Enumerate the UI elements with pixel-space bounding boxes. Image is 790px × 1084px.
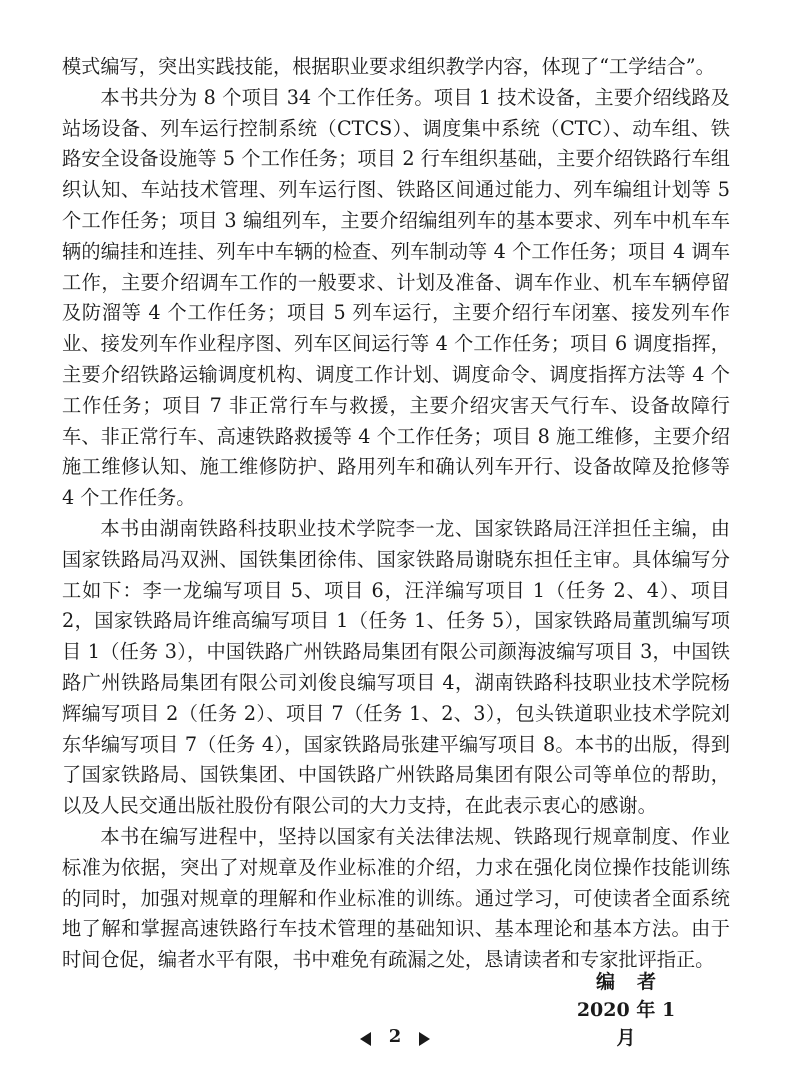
preface-body: [62, 52, 730, 976]
signature-date: 2020 年 1 月: [576, 999, 676, 1049]
paragraph-authors: 本书由湖南铁路科技职业技术学院李一龙、国家铁路局汪洋担任主编，由国家铁路局冯双洲、国铁集团徐伟、国家铁路局谢晓东担任主审。具体编写分工如下：李一龙编写项目 5、项目 6，汪洋编写项目 1（任务 2、4）、项目 2，国家铁路局许维高编写项目 1（任务 1、任务 5），国家铁路局董凯编写项目 1（任务 3），中国铁路广州铁路局集团有限公司颜海波编写项目 3，中国铁路广州铁路局集团有限公司刘俊良编写项目 4，湖南铁路科技职业技术学院杨辉编写项目 2（任务 2）、项目 7（任务 1、2、3），包头铁道职业技术学院刘东华编写项目 7（任务 4），国家铁路局张建平编写项目 8。本书的出版，得到了国家铁路局、国铁集团、中国铁路广州铁路局集团有限公司等单位的帮助，以及人民交通出版社股份有限公司的大力支持，在此表示衷心的感谢。: [62, 516, 730, 818]
paragraph-continuation: 模式编写，突出实践技能，根据职业要求组织教学内容，体现了“工学结合”。: [62, 55, 715, 78]
page-number: 2: [388, 1026, 402, 1047]
signature-author: 编者: [595, 971, 678, 993]
paragraph-structure: 本书共分为 8 个项目 34 个工作任务。项目 1 技术设备，主要介绍线路及站场设备、列车运行控制系统（CTCS）、调度集中系统（CTC）、动车组、铁路安全设备设施等 5 个工作任务；项目 2 行车组织基础，主要介绍铁路行车组织认知、车站技术管理、列车运行图、铁路区间通过能力、列车编组计划等 5 个工作任务；项目 3 编组列车，主要介绍编组列车的基本要求、列车中机车车辆的编挂和连挂、列车中车辆的检查、列车制动等 4 个工作任务；项目 4 调车工作，主要介绍调车工作的一般要求、计划及准备、调车作业、机车车辆停留及防溜等 4 个工作任务；项目 5 列车运行，主要介绍行车闭塞、接发列车作业、接发列车作业程序图、列车区间运行等 4 个工作任务；项目 6 调度指挥，主要介绍铁路运输调度机构、调度工作计划、调度命令、调度指挥方法等 4 个工作任务；项目 7 非正常行车与救援，主要介绍灾害天气行车、设备故障行车、非正常行车、高速铁路救援等 4 个工作任务；项目 8 施工维修，主要介绍施工维修认知、施工维修防护、路用列车和确认列车开行、设备故障及抢修等 4 个工作任务。: [62, 85, 730, 510]
triangle-left-icon: [359, 1029, 373, 1045]
paragraph-approach: 本书在编写进程中，坚持以国家有关法律法规、铁路现行规章制度、作业标准为依据，突出了对规章及作业标准的介绍，力求在强化岗位操作技能训练的同时，加强对规章的理解和作业标准的训练。通过学习，可使读者全面系统地了解和掌握高速铁路行车技术管理的基础知识、基本理论和基本方法。由于时间仓促，编者水平有限，书中难免有疏漏之处，恳请读者和专家批评指正。: [62, 824, 730, 972]
triangle-right-icon: [417, 1029, 431, 1045]
page-number-footer: [0, 1024, 790, 1050]
